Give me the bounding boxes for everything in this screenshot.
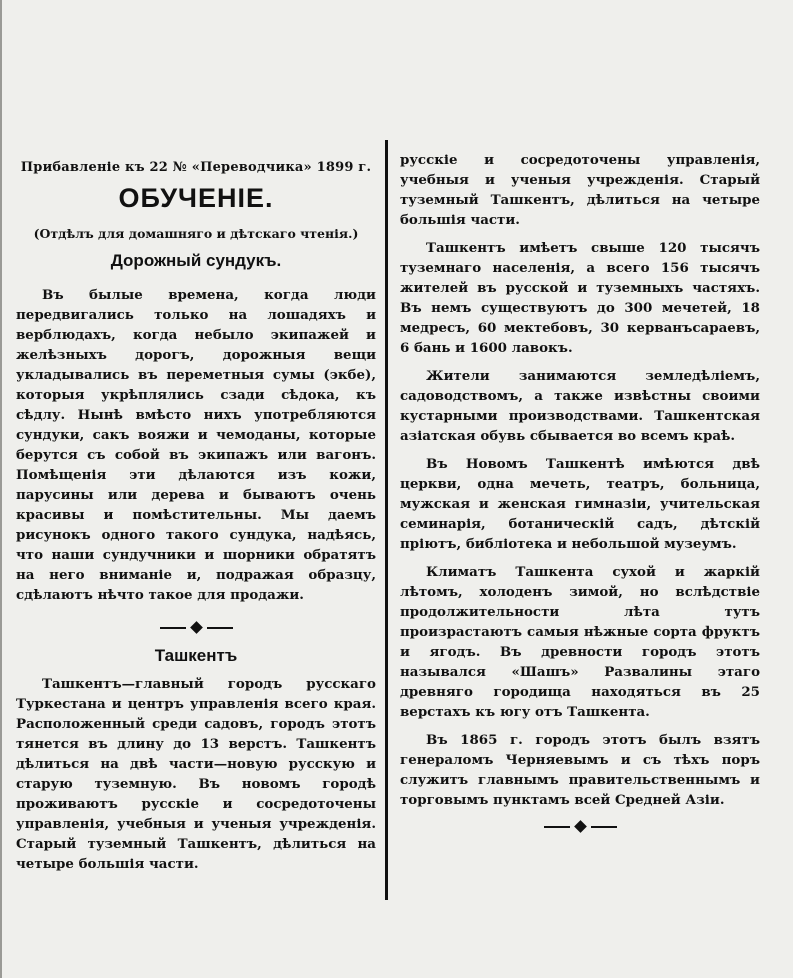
left-column: [16, 150, 376, 872]
page-title: ОБУЧЕНІЕ.: [118, 183, 274, 213]
ornament-divider: [16, 623, 376, 632]
diamond-icon: [190, 621, 203, 634]
article-paragraph: русскіе и сосредоточены управленія, учебныя и ученыя учрежденія. Старый туземный Ташкентъ, дѣлиться на четыре большія части.: [400, 152, 760, 228]
right-column: [400, 150, 760, 845]
diamond-icon: [574, 820, 587, 833]
article-title-tashkent: Ташкентъ: [154, 646, 238, 665]
article-paragraph: Ташкентъ—главный городъ русскаго Туркестана и центръ управленія всего края. Расположенный среди садовъ, городъ этотъ тянется въ длину до 13 верстъ. Ташкентъ дѣлиться на двѣ части—новую русскую и старую туземную. Въ новомъ городѣ проживаютъ русскіе и сосредоточены управленія, учебныя и ученыя учрежденія. Старый туземный Ташкентъ, дѣлиться на четыре большія части.: [16, 676, 376, 872]
column-divider: [385, 140, 388, 900]
section-subtitle: (Отдѣлъ для домашняго и дѣтскаго чтенія.): [33, 226, 359, 241]
article-paragraph: Климатъ Ташкента сухой и жаркій лѣтомъ, холоденъ зимой, но вслѣдствіе продолжительности лѣта тутъ произрастаютъ самыя нѣжные сорта фруктъ и ягодъ. Въ древности городъ этотъ назывался «Шашъ» Развалины этаго древняго городища находяться въ 25 верстахъ къ югу отъ Ташкента.: [400, 564, 760, 720]
article-paragraph: Въ Новомъ Ташкентѣ имѣются двѣ церкви, одна мечеть, театръ, больница, мужская и женская гимназіи, учительская семинарія, ботаническій садъ, дѣтскій пріютъ, библіотека и небольшой музеумъ.: [400, 456, 760, 552]
article-paragraph: Жители занимаются земледѣліемъ, садоводствомъ, а также извѣстны своими кустарными производствами. Ташкентская азіатская обувь сбывается во всемъ краѣ.: [400, 368, 760, 444]
page-edge: [0, 0, 2, 978]
article-paragraph: Ташкентъ имѣетъ свыше 120 тысячъ туземнаго населенія, а всего 156 тысячъ жителей въ русской и туземныхъ частяхъ. Въ немъ существуютъ до 300 мечетей, 18 медресъ, 60 мектебовъ, 30 керванъсараевъ, 6 бань и 1600 лавокъ.: [400, 240, 760, 356]
article-paragraph: Въ былые времена, когда люди передвигались только на лошадяхъ и верблюдахъ, когда небыло экипажей и желѣзныхъ дорогъ, дорожныя вещи укладывались въ переметныя сумы (экбе), которыя укрѣплялись сзади сѣдока, къ сѣдлу. Нынѣ вмѣсто нихъ употребляются сундуки, сакъ вояжи и чемоданы, которые берутся съ собой въ экипажъ или вагонъ. Помѣщенія эти дѣлаются изъ кожи, парусины или дерева и бываютъ очень красивы и помѣстительны. Мы даемъ рисунокъ одного такого сундука, надѣясь, что наши сундучники и шорники обратятъ на него вниманіе и, подражая образцу, сдѣлаютъ нѣчто такое для продажи.: [16, 287, 376, 603]
article-title-trunk: Дорожный сундукъ.: [110, 251, 282, 270]
article-paragraph: Въ 1865 г. городъ этотъ былъ взятъ генераломъ Черняевымъ и съ тѣхъ поръ служитъ главнымъ правительственнымъ и торговымъ пунктамъ всей Средней Азіи.: [400, 732, 760, 808]
supplement-header: Прибавленіе къ 22 № «Переводчика» 1899 г.: [20, 160, 372, 175]
ornament-divider: [400, 822, 760, 831]
